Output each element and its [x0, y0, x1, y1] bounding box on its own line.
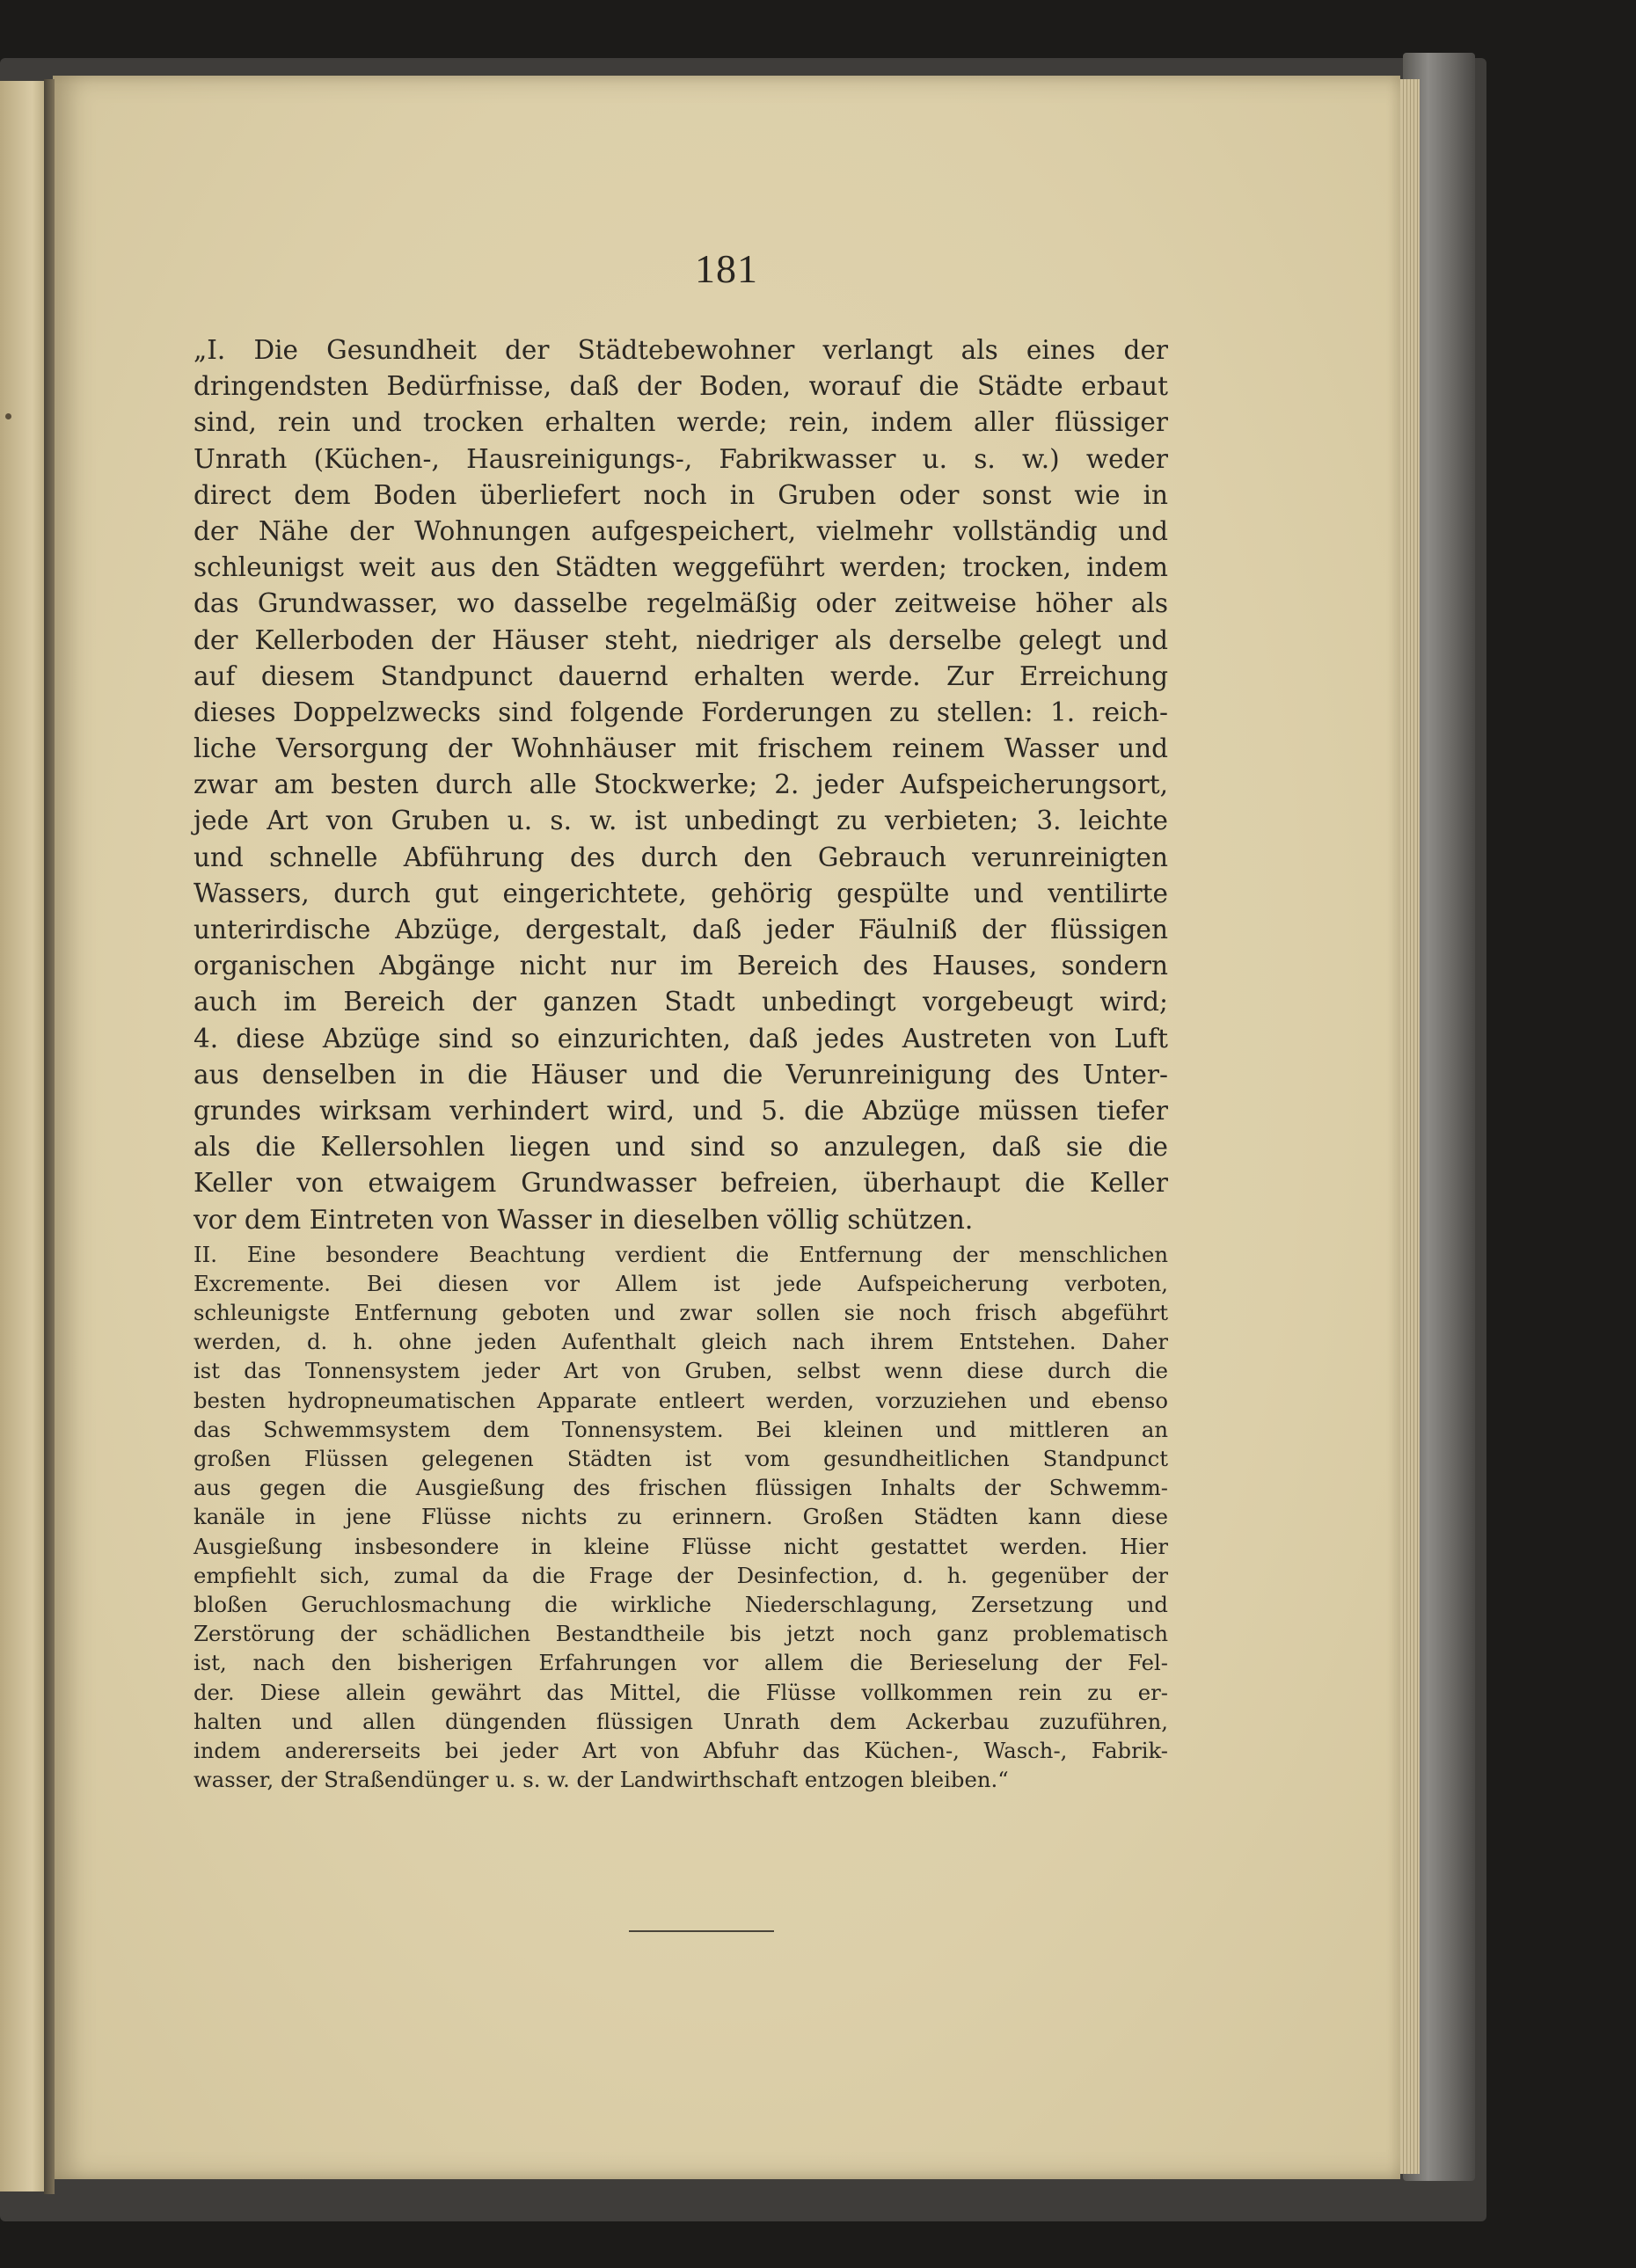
text-line: sind, rein und trocken erhalten werde; rein, indem aller flüssiger [194, 407, 1168, 438]
text-line: der. Diese allein gewährt das Mittel, die Flüsse vollkommen rein zu er- [194, 1679, 1168, 1705]
text-line: wasser, der Straßendünger u. s. w. der Landwirthschaft entzogen bleiben.“ [194, 1767, 1009, 1793]
text-line: bloßen Geruchlosmachung die wirkliche Niederschlagung, Zersetzung und [194, 1591, 1168, 1617]
text-line: ist, nach den bisherigen Erfahrungen vor allem die Berieselung der Fel- [194, 1650, 1168, 1676]
text-line: unterirdische Abzüge, dergestalt, daß jeder Fäulniß der flüssigen [194, 915, 1168, 944]
text-line: das Schwemmsystem dem Tonnensystem. Bei kleinen und mittleren an [194, 1416, 1168, 1442]
text-line: dringendsten Bedürfnisse, daß der Boden, worauf die Städte erbaut [194, 371, 1168, 402]
text-line: ist das Tonnensystem jeder Art von Gruben, selbst wenn diese durch die [194, 1358, 1168, 1384]
text-line: der Nähe der Wohnungen aufgespeichert, vielmehr vollständig und [194, 515, 1168, 546]
left-page-edge [0, 81, 46, 2191]
page-body [194, 332, 1168, 1794]
text-line: auf diesem Standpunct dauernd erhalten werde. Zur Erreichung [194, 660, 1168, 691]
text-line: grundes wirksam verhindert wird, und 5. die Abzüge müssen tiefer [194, 1095, 1168, 1126]
text-line: liche Versorgung der Wohnhäuser mit frischem reinem Wasser und [194, 733, 1168, 764]
text-line: besten hydropneumatischen Apparate entleert werden, vorzuziehen und ebenso [194, 1387, 1168, 1413]
page-number: 181 [695, 246, 758, 291]
text-line: direct dem Boden überliefert noch in Gruben oder sonst wie in [194, 479, 1168, 510]
text-line: aus gegen die Ausgießung des frischen flüssigen Inhalts der Schwemm- [194, 1475, 1168, 1501]
paragraph-2 [194, 1240, 1168, 1795]
text-line: 4. diese Abzüge sind so einzurichten, daß jedes Austreten von Luft [194, 1023, 1168, 1054]
text-line: auch im Bereich der ganzen Stadt unbedingt vorgebeugt wird; [194, 987, 1168, 1017]
text-line: werden, d. h. ohne jeden Aufenthalt gleich nach ihrem Entstehen. Daher [194, 1329, 1168, 1355]
text-line: Ausgießung insbesondere in kleine Flüsse nicht gestattet werden. Hier [194, 1533, 1168, 1559]
text-line: aus denselben in die Häuser und die Verunreinigung des Unter- [194, 1059, 1168, 1090]
book-page [53, 76, 1400, 2179]
text-line: vor dem Eintreten von Wasser in dieselben völlig schützen. [194, 1204, 974, 1235]
text-line: indem andererseits bei jeder Art von Abfuhr das Küchen-, Wasch-, Fabrik- [194, 1737, 1168, 1763]
page-spot [5, 413, 11, 419]
text-line: kanäle in jene Flüsse nichts zu erinnern. Großen Städten kann diese [194, 1504, 1168, 1530]
paragraph-1 [194, 332, 1168, 1238]
text-line: Zerstörung der schädlichen Bestandtheile bis jetzt noch ganz problematisch [194, 1621, 1168, 1647]
text-line: schleunigste Entfernung geboten und zwar sollen sie noch frisch abgeführt [194, 1300, 1168, 1326]
text-line: Excremente. Bei diesen vor Allem ist jede Aufspeicherung verboten, [194, 1270, 1168, 1296]
text-line: dieses Doppelzwecks sind folgende Forderungen zu stellen: 1. reich- [194, 696, 1168, 727]
text-line: und schnelle Abführung des durch den Gebrauch verunreinigten [194, 842, 1168, 872]
text-line: Keller von etwaigem Grundwasser befreien, überhaupt die Keller [194, 1168, 1168, 1199]
page-gutter [44, 79, 55, 2194]
text-line: das Grundwasser, wo dasselbe regelmäßig oder zeitweise höher als [194, 588, 1168, 619]
text-line: als die Kellersohlen liegen und sind so anzulegen, daß sie die [194, 1132, 1168, 1163]
section-rule [629, 1930, 774, 1932]
text-line: schleunigst weit aus den Städten weggeführt werden; trocken, indem [194, 552, 1168, 583]
text-line: II. Eine besondere Beachtung verdient die Entfernung der menschlichen [194, 1241, 1168, 1267]
text-line: der Kellerboden der Häuser steht, niedriger als derselbe gelegt und [194, 624, 1168, 655]
text-line: organischen Abgänge nicht nur im Bereich des Hauses, sondern [194, 951, 1168, 981]
text-line: Wassers, durch gut eingerichtete, gehörig gespülte und ventilirte [194, 878, 1168, 908]
text-line: „I. Die Gesundheit der Städtebewohner verlangt als eines der [194, 335, 1168, 365]
text-line: empfiehlt sich, zumal da die Frage der Desinfection, d. h. gegenüber der [194, 1562, 1168, 1588]
text-line: großen Flüssen gelegenen Städten ist vom gesundheitlichen Standpunct [194, 1446, 1168, 1471]
text-line: jede Art von Gruben u. s. w. ist unbedingt zu verbieten; 3. leichte [194, 806, 1168, 836]
text-line: halten und allen düngenden flüssigen Unrath dem Ackerbau zuzuführen, [194, 1708, 1168, 1734]
text-line: Unrath (Küchen-, Hausreinigungs-, Fabrikwasser u. s. w.) weder [194, 443, 1168, 474]
text-line: zwar am besten durch alle Stockwerke; 2. jeder Aufspeicherungsort, [194, 769, 1168, 800]
